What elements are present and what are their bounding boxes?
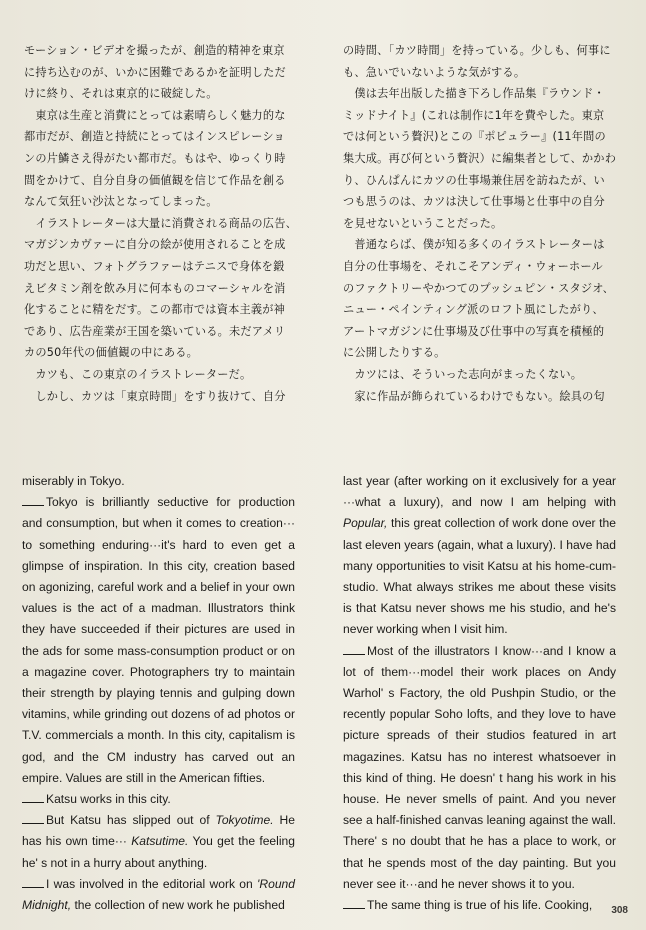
paragraph xyxy=(343,471,616,641)
indent-rule xyxy=(22,878,44,888)
japanese-text-line: 東京は生産と消費にとっては素晴らしく魅力的な xyxy=(24,108,286,122)
japanese-text-line: 普通ならば、僕が知る多くのイラストレーターは xyxy=(343,238,605,252)
japanese-text-line: カの50年代の価値観の中にある。 xyxy=(24,346,199,360)
paragraph-text: You get the feeling he' s not in a hurry about anything. xyxy=(22,834,295,870)
paragraph-text: the collection of new work he published xyxy=(71,898,285,913)
paragraph-text: But Katsu has slipped out of xyxy=(46,813,216,828)
japanese-text-line: 化することに精をだす。この都市では資本主義が神 xyxy=(24,303,286,317)
indent-rule xyxy=(343,899,365,909)
japanese-text-line: の時間、「カツ時間」を持っている。少しも、何事に xyxy=(343,44,611,57)
italic-title: Katsutime. xyxy=(131,834,189,849)
paragraph xyxy=(343,895,616,916)
paragraph-text: I was involved in the editorial work on xyxy=(46,876,258,891)
japanese-text-line: カツも、この東京のイラストレーターだ。 xyxy=(24,367,252,381)
japanese-text-line: も、急いでいないような気がする。 xyxy=(343,65,526,79)
japanese-text-line: しかし、カツは「東京時間」をすり抜けて、自分 xyxy=(24,389,286,403)
japanese-text-line: けに終り、それは東京的に破綻した。 xyxy=(24,87,218,101)
indent-rule xyxy=(22,496,44,506)
japanese-text-line: を見せないということだった。 xyxy=(343,216,503,230)
japanese-text-line: 集大成。再び何という贅沢）に編集者として、かかわ xyxy=(343,151,617,165)
italic-title: 'Round Midnight, xyxy=(22,876,295,913)
paragraph-text: Tokyo is brilliantly seductive for production and consumption, but when it comes to creation··· to something enduring···it's hard to even get a glimpse of inspiration. In this city, creation based on agonizing, careful work and a belief in your own values is the act of a madman. Illustrators think they have succeeded if their pictures are used in the ads for some mass-consumption product or on a magazine cover. Photographers try to maintain their strength by playing tennis and gulping down vitamins, while grinding out dozens of ad photos or T.V. commercials a month. In this city, capitalism is god, and the CM industry has carved out an empire. Values are still in the American fifties. xyxy=(22,495,295,785)
japanese-text-line: ミッドナイト』(これは制作に1年を費やした。東京 xyxy=(343,108,605,122)
japanese-text-line: 間をかけて、自分自身の価値観を信じて作品を創る xyxy=(24,173,286,187)
paragraph xyxy=(22,471,295,492)
japanese-text-line: り、ひんぱんにカツの仕事場兼住居を訪ねたが、い xyxy=(343,173,605,187)
page-number: 308 xyxy=(611,905,628,916)
paragraph-text: this great collection of work done over the last eleven years (again, what a luxury). I have had many opportunities to visit Katsu at his home-cum-studio. What always strikes me about these visits is that Katsu never shows me his studio, and he's never working when I visit him. xyxy=(343,516,616,637)
italic-title: Popular, xyxy=(343,516,388,531)
japanese-text-line: ンの片鱗さえ得がたい都市だ。もはや、ゆっくり時 xyxy=(24,151,286,165)
japanese-text-line: 僕は去年出版した描き下ろし作品集『ラウンド・ xyxy=(343,87,605,101)
italic-title: Tokyotime. xyxy=(215,813,274,828)
english-column-right xyxy=(343,471,616,916)
japanese-text-line: 家に作品が飾られているわけでもない。絵具の匂 xyxy=(343,389,605,403)
japanese-text-line: に公開したりする。 xyxy=(343,346,446,360)
paragraph-text: The same thing is true of his life. Cooking, xyxy=(367,898,593,913)
japanese-text-line: であり、広告産業が王国を築いている。未だアメリ xyxy=(24,324,286,338)
paragraph-text: He has his own time··· xyxy=(22,813,295,849)
japanese-text-line: 自分の仕事場を、それこそアンディ・ウォーホール xyxy=(343,259,603,273)
japanese-text-line: カツには、そういった志向がまったくない。 xyxy=(343,367,583,381)
japanese-text-line: えビタミン剤を飲み月に何本ものコマーシャルを消 xyxy=(24,281,286,295)
english-column-left xyxy=(22,471,295,916)
japanese-text-line: モーション・ビデオを撮ったが、創造的精神を東京 xyxy=(24,44,285,57)
paragraph xyxy=(343,641,616,895)
indent-rule xyxy=(22,814,44,824)
indent-rule xyxy=(22,793,44,803)
paragraph-text: Most of the illustrators I know···and I know a lot of them···model their work places on Andy Warhol' s Factory, the old Pushpin Studio, or the recently popular Soho lofts, and they love to have picture spreads of their studios featured in art magazines. Katsu has no interest whatsoever in this kind of thing. He doesn' t hang his work in his house. He never smells of paint. And you never see a half-finished canvas leaning against the wall. There' s no doubt that he has a place to work, or that he spends most of the day painting. But you never see it···and he never shows it to you. xyxy=(343,643,616,891)
japanese-text-line: 都市だが、創造と持続にとってはインスピレーショ xyxy=(24,130,285,144)
japanese-text-line: つも思うのは、カツは決して仕事場と仕事中の自分 xyxy=(343,195,605,209)
japanese-column-right xyxy=(343,40,621,407)
paragraph xyxy=(22,492,295,789)
paragraph xyxy=(22,789,295,810)
paragraph-text: last year (after working on it exclusively for a year ···what a luxury), and now I am helping with xyxy=(343,474,616,510)
paragraph xyxy=(22,810,295,874)
paragraph xyxy=(22,874,295,916)
japanese-text-line: アートマガジンに仕事場及び仕事中の写真を積極的 xyxy=(343,324,605,338)
japanese-text-line: イラストレーターは大量に消費される商品の広告、 xyxy=(24,216,297,230)
japanese-text-line: のファクトリーやかつてのプッシュピン・スタジオ、 xyxy=(343,281,615,295)
indent-rule xyxy=(343,645,365,655)
japanese-text-line: 功だと思い、フォトグラファーはテニスで身体を鍛 xyxy=(24,259,285,273)
japanese-text-line: マガジンカヴァーに自分の絵が使用されることを成 xyxy=(24,238,286,252)
japanese-text-line: に持ち込むのが、いかに困難であるかを証明しただ xyxy=(24,65,286,79)
paragraph-text: miserably in Tokyo. xyxy=(22,474,125,488)
japanese-column-left xyxy=(24,40,310,407)
japanese-text-line: なんて気狂い沙汰となってしまった。 xyxy=(24,195,218,209)
japanese-text-line: では何という贅沢)とこの『ポピュラー』(11年間の xyxy=(343,130,606,144)
japanese-text-line: ニュー・ペインティング派のロフト風にしたがり、 xyxy=(343,303,604,317)
paragraph-text: Katsu works in this city. xyxy=(46,792,171,807)
